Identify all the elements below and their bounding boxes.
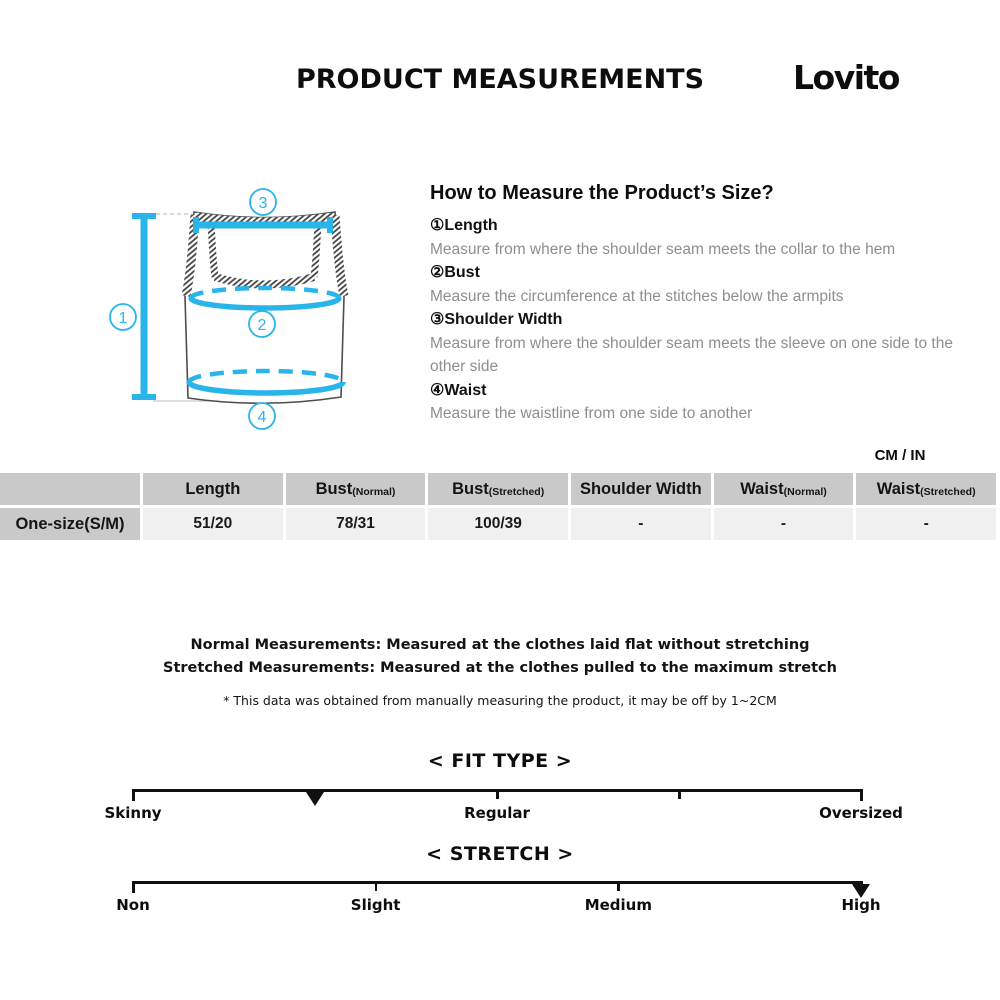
garment-diagram <box>95 165 435 450</box>
circled-3-badge <box>250 189 276 215</box>
table-row-label: One-size(S/M) <box>0 508 140 540</box>
fit-type-title: < FIT TYPE > <box>427 750 573 772</box>
measure-item-desc-bust: Measure the circumference at the stitches below the armpits <box>430 287 844 305</box>
table-header-waist-stretched: Waist (Stretched) <box>856 473 996 505</box>
circled-4-badge <box>249 403 275 429</box>
svg-text:1: 1 <box>118 310 128 327</box>
measure-item-label-waist: ④Waist <box>430 381 487 399</box>
stretch-label-high: High <box>841 896 881 914</box>
measure-item-desc-waist: Measure the waistline from one side to another <box>430 405 753 422</box>
table-cell-length: 51/20 <box>143 508 283 540</box>
stretch-label-slight: Slight <box>350 896 401 914</box>
scale-marker-triangle <box>852 884 870 898</box>
length-measure-line <box>132 213 156 400</box>
note-stretched-measurements: Stretched Measurements: Measured at the clothes pulled to the maximum stretch <box>163 660 837 676</box>
scale-tick <box>860 789 863 801</box>
note-normal-measurements: Normal Measurements: Measured at the clothes laid flat without stretching <box>190 637 810 653</box>
note-disclaimer: * This data was obtained from manually measuring the product, it may be off by 1~2CM <box>223 693 777 708</box>
svg-text:4: 4 <box>257 409 267 426</box>
table-header-waist-normal: Waist (Normal) <box>714 473 854 505</box>
table-header-bust-stretched: Bust (Stretched) <box>428 473 568 505</box>
units-label: CM / IN <box>874 447 926 464</box>
measure-item-label-shoulder: ③Shoulder Width <box>430 311 563 328</box>
measure-item-label-length: ①Length <box>430 217 498 234</box>
stretch-axis <box>133 881 861 884</box>
table-header-blank <box>0 473 140 505</box>
page-title: PRODUCT MEASUREMENTS <box>295 64 705 95</box>
table-header-length: Length <box>143 473 283 505</box>
table-header-shoulder-width: Shoulder Width <box>571 473 711 505</box>
fit-type-scale <box>104 789 903 829</box>
table-cell-bust-stretched: 100/39 <box>428 508 568 540</box>
table-cell-waist-normal: - <box>714 508 854 540</box>
measure-item-desc-length: Measure from where the shoulder seam meets the collar to the hem <box>430 240 896 258</box>
svg-text:3: 3 <box>258 195 268 212</box>
how-to-section <box>430 182 960 426</box>
scale-tick <box>496 789 499 799</box>
stretch-scale <box>116 881 881 921</box>
circled-1-badge <box>110 304 136 330</box>
scale-tick <box>375 881 378 891</box>
how-to-title: How to Measure the Product’s Size? <box>430 182 774 204</box>
scale-tick <box>132 881 135 893</box>
fit-type-label-regular: Regular <box>464 804 530 822</box>
scale-tick <box>132 789 135 801</box>
scale-tick <box>617 881 620 891</box>
table-header-bust-normal: Bust (Normal) <box>286 473 426 505</box>
brand-logo: Lovito <box>793 58 899 97</box>
fit-type-label-skinny: Skinny <box>104 804 162 822</box>
fit-type-label-oversized: Oversized <box>819 804 903 822</box>
size-table <box>0 473 996 540</box>
measure-item-desc-shoulder: Measure from where the shoulder seam meets the sleeve on one side to the other side <box>430 334 953 375</box>
scale-tick <box>678 789 681 799</box>
svg-text:2: 2 <box>257 317 267 334</box>
measure-item-label-bust: ②Bust <box>430 264 480 281</box>
table-cell-bust-normal: 78/31 <box>286 508 426 540</box>
stretch-label-non: Non <box>116 896 150 914</box>
stretch-title: < STRETCH > <box>426 843 574 865</box>
table-cell-shoulder-width: - <box>571 508 711 540</box>
scale-marker-triangle <box>306 792 324 806</box>
stretch-label-medium: Medium <box>584 896 652 914</box>
table-cell-waist-stretched: - <box>856 508 996 540</box>
circled-2-badge <box>249 311 275 337</box>
